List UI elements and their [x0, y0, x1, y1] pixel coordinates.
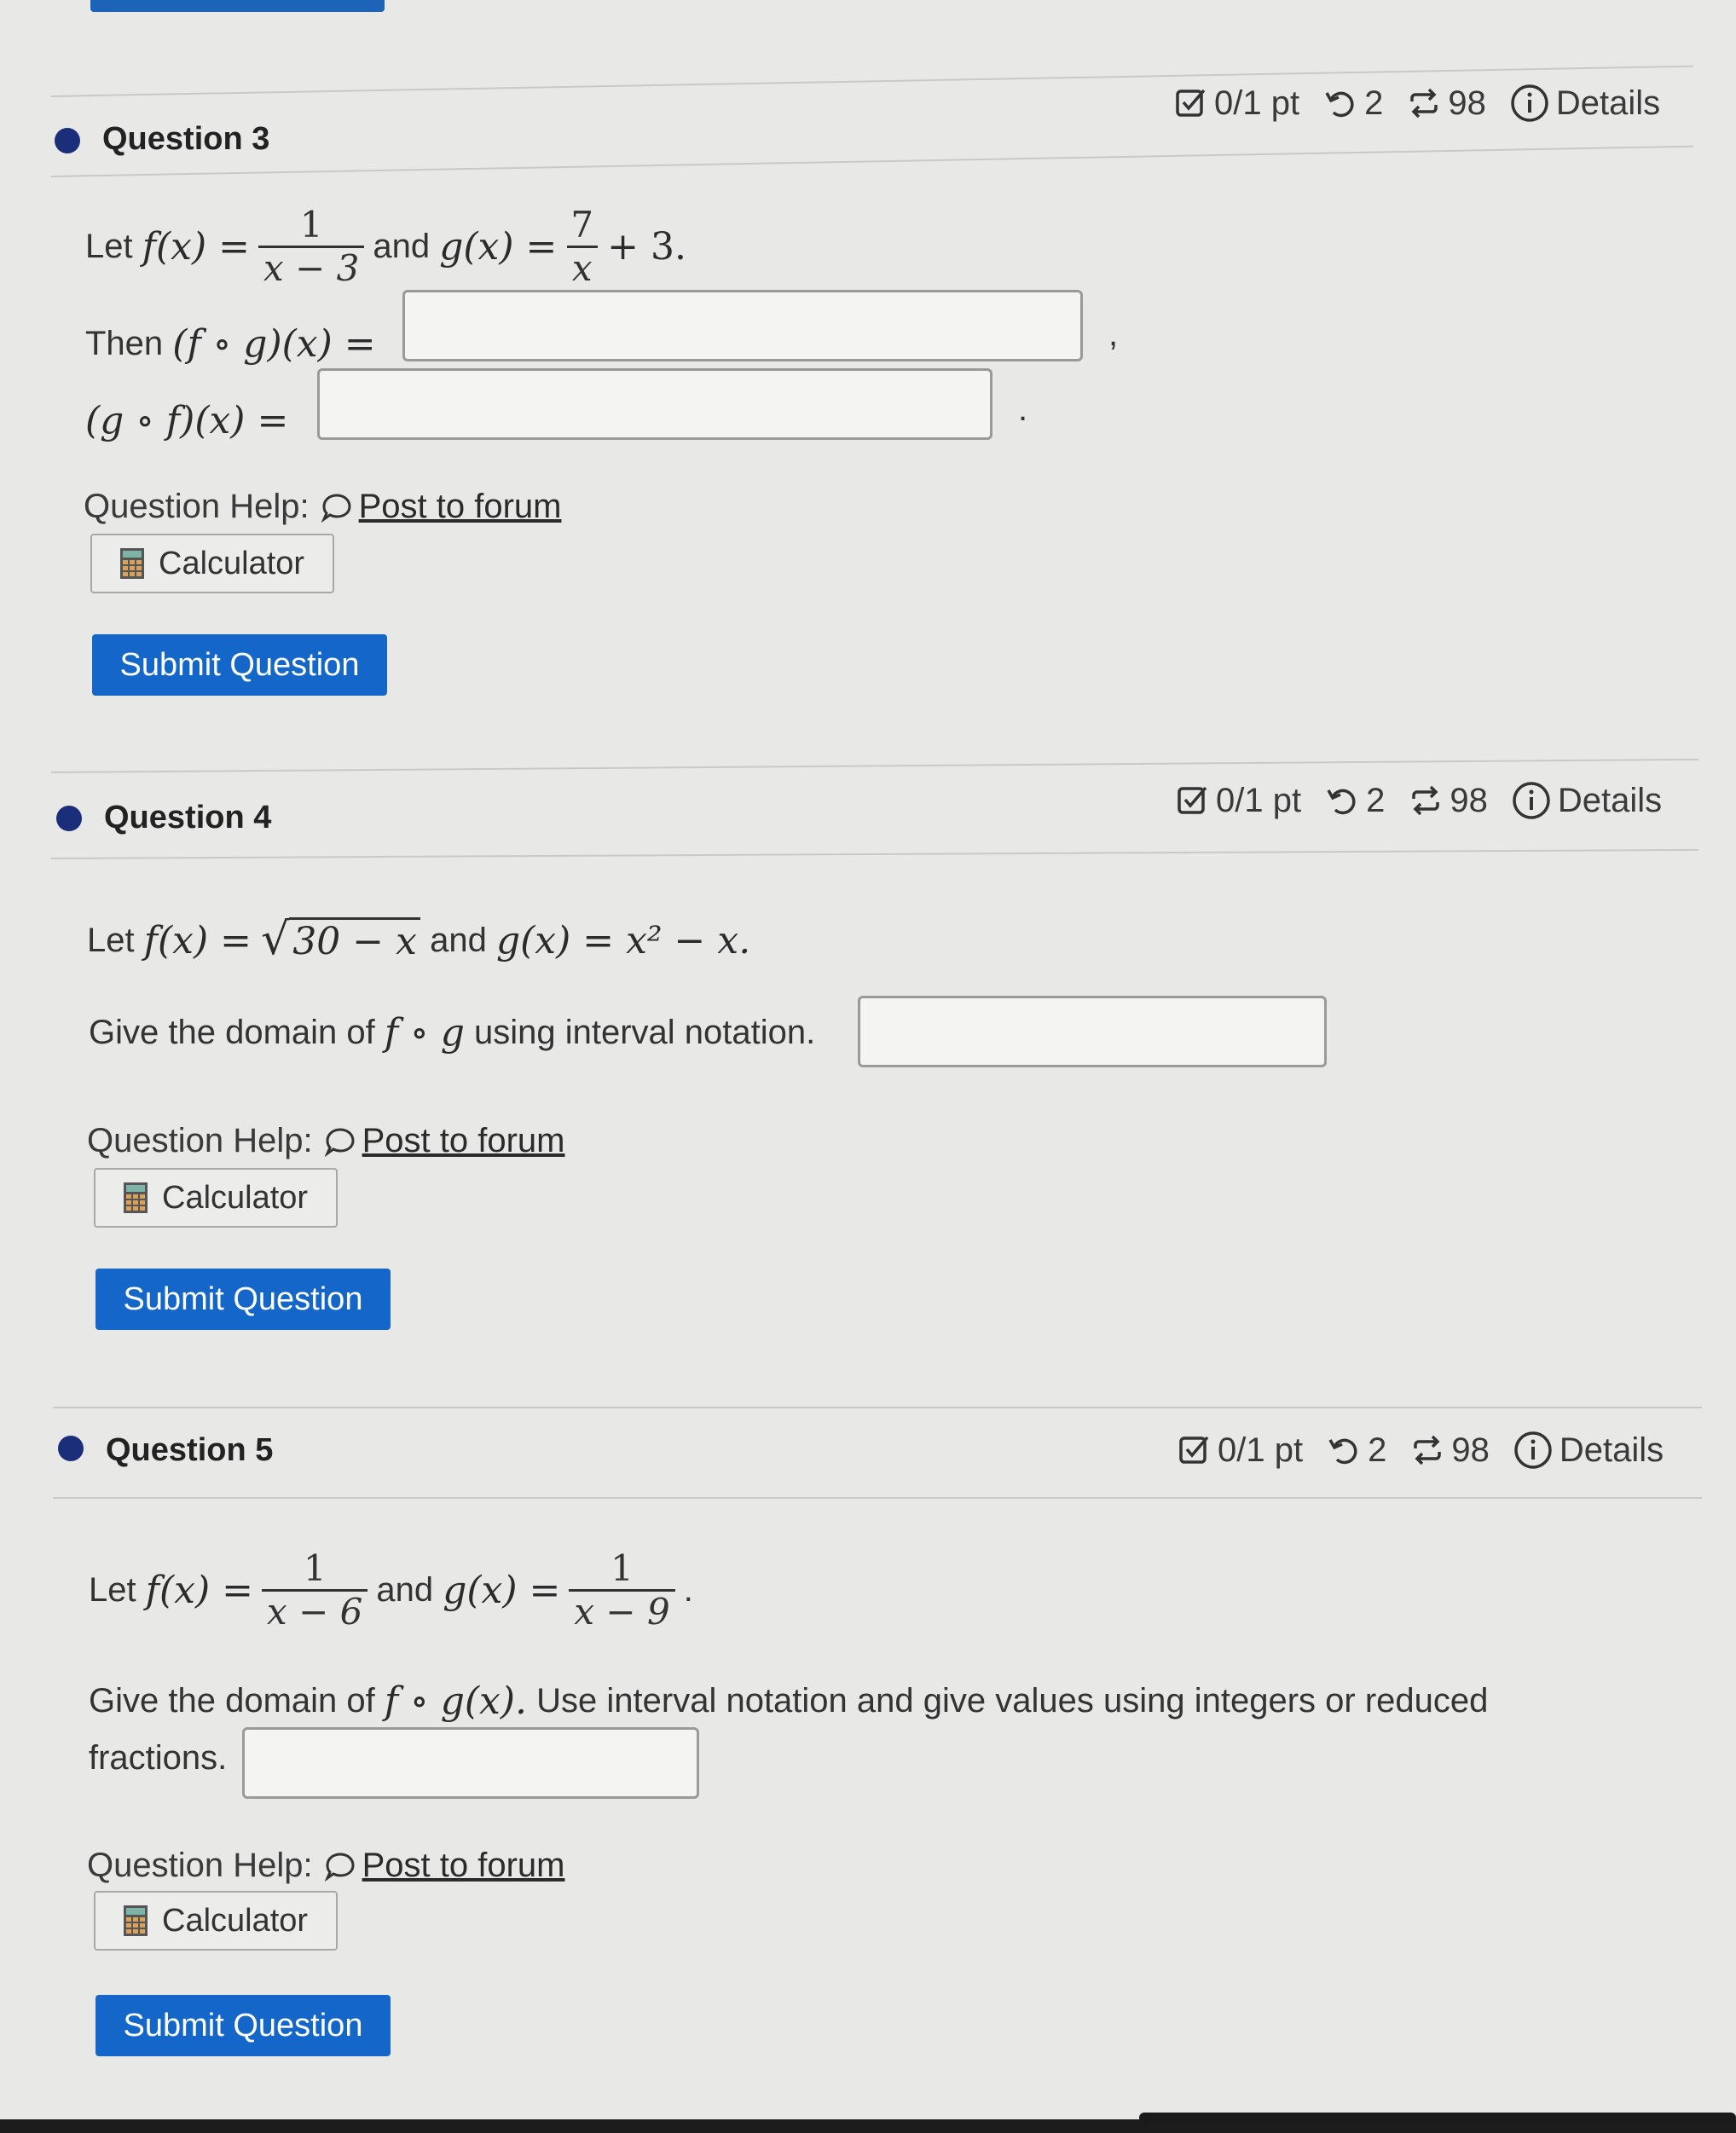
composition: f ∘ g	[384, 1011, 465, 1055]
attempts: 98	[1410, 1431, 1490, 1470]
f-fraction	[262, 1548, 367, 1633]
question-help	[87, 1847, 564, 1885]
q5-prompt	[89, 1679, 1488, 1723]
g-fraction	[565, 205, 599, 290]
divider	[53, 1497, 1702, 1499]
question-meta	[1178, 1431, 1679, 1470]
speech-bubble-icon	[325, 1126, 356, 1157]
attempts: 98	[1409, 782, 1488, 820]
g-numerator: 1	[610, 1547, 634, 1589]
text-and: and	[376, 1571, 434, 1610]
score: 0/1 pt	[1178, 1431, 1303, 1470]
question-help	[87, 1122, 564, 1160]
text-and: and	[430, 921, 487, 959]
repeat-icon	[1407, 86, 1441, 120]
question-title: Question 5	[106, 1432, 274, 1468]
divider	[51, 146, 1693, 177]
help-label: Question Help:	[84, 488, 310, 525]
checkbox-icon	[1177, 784, 1209, 817]
f-fraction	[258, 205, 364, 290]
prompt-text: Use interval notation and give values using integers or reduced	[536, 1682, 1489, 1720]
gof-answer-input[interactable]	[317, 368, 992, 440]
post-to-forum-link[interactable]	[325, 1122, 565, 1160]
comma: ,	[1108, 315, 1119, 353]
question-meta	[1175, 84, 1675, 123]
q4-definition	[87, 914, 751, 965]
info-icon	[1512, 781, 1551, 820]
q5-prompt-cont	[89, 1739, 227, 1778]
info-icon	[1510, 84, 1549, 123]
g-definition-lhs: g(x) =	[443, 1569, 561, 1613]
retries: 2	[1325, 782, 1385, 820]
divider	[51, 759, 1698, 773]
calculator-button[interactable]	[94, 1168, 338, 1228]
submit-question-button[interactable]: Submit Question	[95, 1995, 391, 2056]
retries: 2	[1327, 1431, 1386, 1470]
forum-label: Post to forum	[358, 488, 562, 525]
g-definition: g(x) = x² − x.	[495, 918, 751, 962]
help-label: Question Help:	[87, 1122, 313, 1159]
undo-icon	[1327, 1433, 1361, 1467]
repeat-icon	[1409, 783, 1443, 818]
forum-label: Post to forum	[362, 1122, 565, 1159]
speech-bubble-icon	[321, 492, 352, 523]
calculator-button[interactable]	[94, 1891, 338, 1951]
fog-label: (f ∘ g)(x) =	[172, 322, 376, 366]
forum-label: Post to forum	[362, 1847, 565, 1884]
q3-fog-row	[85, 322, 376, 366]
previous-submit-button-edge[interactable]	[90, 0, 385, 12]
prompt-text: Give the domain of	[89, 1682, 375, 1720]
submit-question-button[interactable]: Submit Question	[92, 634, 387, 696]
g-numerator: 7	[570, 204, 594, 246]
question-title: Question 3	[102, 121, 270, 157]
calculator-icon	[123, 1905, 148, 1937]
question-status-dot	[55, 128, 80, 153]
domain-answer-input[interactable]	[242, 1727, 699, 1799]
divider	[51, 849, 1698, 859]
q4-prompt	[89, 1011, 815, 1055]
checkbox-icon	[1175, 87, 1207, 119]
sqrt-expression	[261, 914, 420, 965]
repeat-icon	[1410, 1433, 1444, 1467]
gof-label: (g ∘ f)(x) =	[85, 399, 289, 442]
question-status-dot	[58, 1436, 84, 1461]
f-denominator: x − 3	[258, 246, 364, 289]
prompt-text: Give the domain of	[89, 1014, 375, 1051]
calculator-button[interactable]	[90, 534, 334, 593]
g-denominator: x − 9	[569, 1589, 674, 1633]
f-numerator: 1	[299, 204, 323, 246]
f-definition-lhs: f(x) =	[145, 1569, 254, 1613]
score: 0/1 pt	[1177, 782, 1301, 820]
f-numerator: 1	[303, 1547, 327, 1589]
f-definition-lhs: f(x) =	[142, 225, 251, 269]
submit-question-button[interactable]: Submit Question	[95, 1269, 391, 1330]
checkbox-icon	[1178, 1434, 1211, 1466]
composition: f ∘ g(x).	[384, 1679, 528, 1723]
g-tail: + 3.	[607, 225, 686, 269]
home-indicator	[1139, 2113, 1736, 2123]
prompt-text: fractions.	[89, 1739, 228, 1777]
period: .	[683, 1571, 693, 1610]
text-and: and	[373, 228, 431, 266]
f-denominator: x − 6	[262, 1589, 367, 1633]
details-link[interactable]: Details	[1513, 1431, 1664, 1470]
question-help	[84, 488, 561, 526]
calculator-label: Calculator	[159, 545, 305, 581]
q5-definition	[89, 1548, 693, 1633]
post-to-forum-link[interactable]	[321, 488, 562, 526]
g-definition-lhs: g(x) =	[439, 225, 558, 269]
retries: 2	[1323, 84, 1383, 123]
domain-answer-input[interactable]	[858, 996, 1327, 1067]
text-let: Let	[87, 921, 135, 959]
g-fraction	[569, 1548, 674, 1633]
post-to-forum-link[interactable]	[325, 1847, 565, 1885]
q3-gof-row	[85, 399, 288, 442]
divider	[53, 1407, 1702, 1408]
prompt-text: using interval notation.	[474, 1014, 816, 1051]
calculator-label: Calculator	[162, 1179, 309, 1216]
f-definition-lhs: f(x) =	[143, 918, 252, 962]
g-denominator: x	[567, 246, 598, 289]
help-label: Question Help:	[87, 1847, 313, 1884]
text-let: Let	[89, 1571, 136, 1610]
attempts: 98	[1407, 84, 1486, 123]
details-link[interactable]: Details	[1510, 84, 1660, 123]
period: .	[1018, 390, 1028, 428]
speech-bubble-icon	[325, 1851, 356, 1882]
fog-answer-input[interactable]	[402, 290, 1083, 361]
sqrt-body: 30 − x	[289, 917, 420, 963]
undo-icon	[1325, 783, 1359, 818]
calculator-icon	[119, 547, 145, 580]
question-title: Question 4	[104, 800, 272, 835]
score: 0/1 pt	[1175, 84, 1299, 123]
q3-definition	[85, 205, 686, 290]
text-then: Then	[85, 325, 164, 362]
calculator-label: Calculator	[162, 1902, 309, 1939]
info-icon	[1513, 1431, 1553, 1470]
undo-icon	[1323, 86, 1357, 120]
sqrt-icon: √	[261, 914, 290, 965]
text-let: Let	[85, 228, 133, 266]
question-meta	[1177, 781, 1677, 820]
question-status-dot	[56, 806, 82, 831]
details-link[interactable]: Details	[1512, 781, 1662, 820]
calculator-icon	[123, 1182, 148, 1214]
